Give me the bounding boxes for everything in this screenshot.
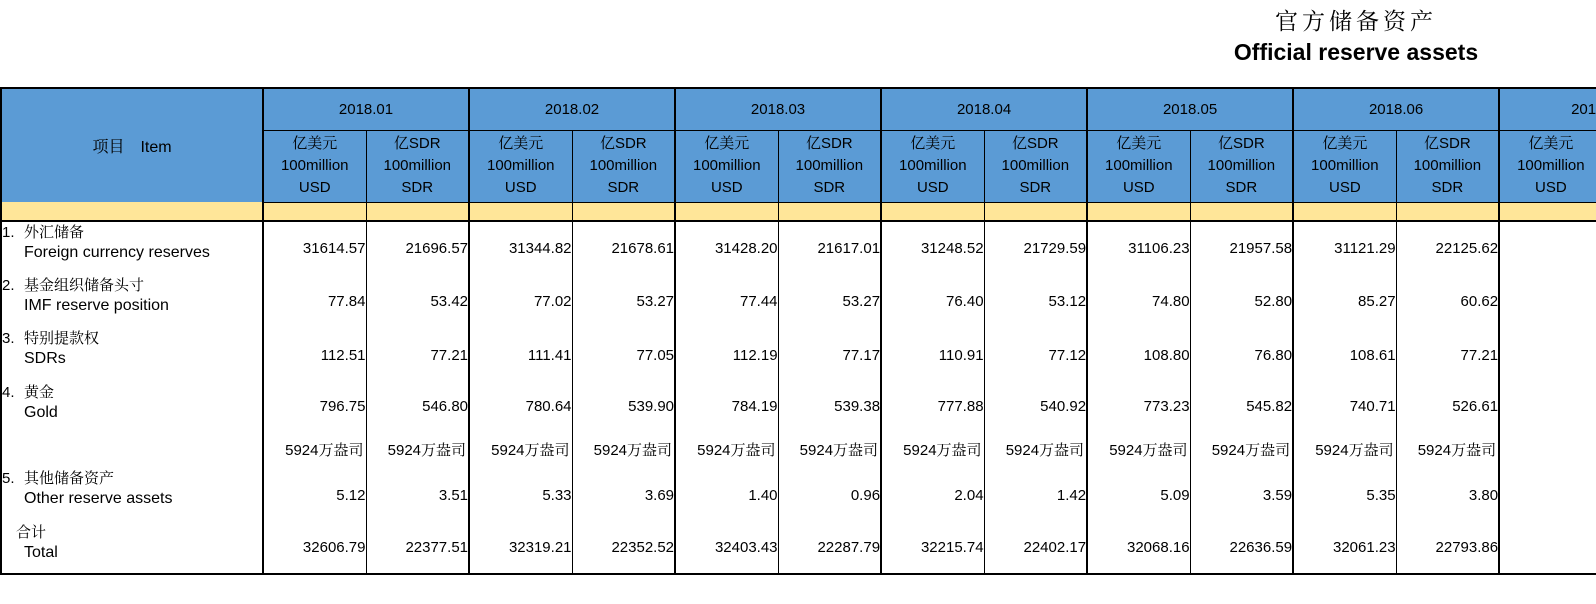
value-cell: 31121.29	[1293, 221, 1396, 275]
unit-header-sdr: 亿SDR 100million SDR	[1396, 130, 1499, 202]
item-column-header: 项目 Item	[1, 88, 263, 202]
value-cell: 22402.17	[984, 522, 1087, 574]
row-label-en: Other reserve assets	[24, 490, 173, 507]
value-cell: 85.27	[1293, 275, 1396, 328]
unit-header-usd: 亿美元 100million USD	[675, 130, 778, 202]
value-cell: 31428.20	[675, 221, 778, 275]
value-cell: 31344.82	[469, 221, 572, 275]
value-cell: 77.44	[675, 275, 778, 328]
value-cell: 110.91	[881, 328, 984, 382]
yellow-spacer-cell	[1, 202, 263, 221]
unit-header-usd: 亿美元 100million USD	[1499, 130, 1596, 202]
month-header-row	[1, 88, 1596, 130]
gold-quantity-cell: 5924万盎司	[675, 430, 778, 468]
month-header-2018-06: 2018.06	[1293, 88, 1499, 130]
value-cell: 53.27	[572, 275, 675, 328]
unit-header-sdr: 亿SDR 100million SDR	[778, 130, 881, 202]
row-number: 1.	[2, 224, 15, 241]
value-cell: 53.27	[778, 275, 881, 328]
value-cell: 5.09	[1087, 468, 1190, 522]
value-cell: 32068.16	[1087, 522, 1190, 574]
value-cell: 545.82	[1190, 382, 1293, 430]
value-cell: 32403.43	[675, 522, 778, 574]
yellow-spacer-cell	[1087, 202, 1190, 221]
value-cell: 76.80	[1190, 328, 1293, 382]
value-cell: 108.80	[1087, 328, 1190, 382]
yellow-spacer-cell	[572, 202, 675, 221]
table-row	[1, 221, 1596, 275]
row-label-en: IMF reserve position	[24, 297, 169, 314]
month-header-partial: 201	[1499, 88, 1596, 130]
yellow-spacer-cell	[984, 202, 1087, 221]
value-cell	[1499, 328, 1596, 382]
value-cell: 32215.74	[881, 522, 984, 574]
gold-quantity-cell: 5924万盎司	[778, 430, 881, 468]
value-cell: 21617.01	[778, 221, 881, 275]
value-cell: 52.80	[1190, 275, 1293, 328]
value-cell: 5.33	[469, 468, 572, 522]
value-cell: 0.96	[778, 468, 881, 522]
row-label-en: SDRs	[24, 350, 66, 367]
gold-quantity-cell: 5924万盎司	[469, 430, 572, 468]
value-cell: 21957.58	[1190, 221, 1293, 275]
row-label-zh: 特别提款权	[24, 330, 100, 347]
row-label	[1, 221, 263, 275]
value-cell: 22377.51	[366, 522, 469, 574]
value-cell: 77.02	[469, 275, 572, 328]
title-block	[1180, 6, 1532, 67]
value-cell: 526.61	[1396, 382, 1499, 430]
yellow-spacer-cell	[469, 202, 572, 221]
value-cell: 2.04	[881, 468, 984, 522]
yellow-spacer-cell	[263, 202, 366, 221]
unit-header-usd: 亿美元 100million USD	[469, 130, 572, 202]
value-cell: 784.19	[675, 382, 778, 430]
month-header-2018-05: 2018.05	[1087, 88, 1293, 130]
unit-header-sdr: 亿SDR 100million SDR	[984, 130, 1087, 202]
row-label-en: Total	[24, 544, 58, 561]
month-header-2018-03: 2018.03	[675, 88, 881, 130]
row-label	[1, 382, 263, 430]
value-cell	[1499, 522, 1596, 574]
value-cell	[1499, 468, 1596, 522]
row-label	[1, 275, 263, 328]
value-cell: 21678.61	[572, 221, 675, 275]
page-title-en: Official reserve assets	[1233, 39, 1479, 65]
value-cell: 22636.59	[1190, 522, 1293, 574]
value-cell: 21729.59	[984, 221, 1087, 275]
value-cell: 31614.57	[263, 221, 366, 275]
value-cell: 3.69	[572, 468, 675, 522]
value-cell: 108.61	[1293, 328, 1396, 382]
table-row	[1, 430, 1596, 468]
row-label	[1, 468, 263, 522]
gold-quantity-cell: 5924万盎司	[572, 430, 675, 468]
row-label-en: Foreign currency reserves	[24, 244, 210, 261]
unit-header-usd: 亿美元 100million USD	[1293, 130, 1396, 202]
value-cell: 111.41	[469, 328, 572, 382]
row-number: 2.	[2, 277, 15, 294]
value-cell: 77.21	[1396, 328, 1499, 382]
value-cell: 77.12	[984, 328, 1087, 382]
value-cell: 60.62	[1396, 275, 1499, 328]
reserve-assets-table	[0, 87, 1596, 575]
value-cell: 31106.23	[1087, 221, 1190, 275]
value-cell: 1.42	[984, 468, 1087, 522]
value-cell: 74.80	[1087, 275, 1190, 328]
row-number: 5.	[2, 470, 15, 487]
value-cell: 22793.86	[1396, 522, 1499, 574]
value-cell	[1499, 221, 1596, 275]
value-cell: 777.88	[881, 382, 984, 430]
value-cell: 77.05	[572, 328, 675, 382]
value-cell: 22287.79	[778, 522, 881, 574]
value-cell: 773.23	[1087, 382, 1190, 430]
row-number: 3.	[2, 330, 15, 347]
row-label	[1, 430, 263, 468]
value-cell: 32606.79	[263, 522, 366, 574]
value-cell: 77.17	[778, 328, 881, 382]
month-header-2018-01: 2018.01	[263, 88, 469, 130]
row-label-zh: 基金组织储备头寸	[24, 277, 145, 294]
value-cell: 3.59	[1190, 468, 1293, 522]
yellow-spacer-cell	[778, 202, 881, 221]
value-cell: 1.40	[675, 468, 778, 522]
yellow-spacer-cell	[675, 202, 778, 221]
value-cell: 22125.62	[1396, 221, 1499, 275]
row-label	[1, 328, 263, 382]
yellow-spacer-cell	[1499, 202, 1596, 221]
gold-quantity-cell: 5924万盎司	[1293, 430, 1396, 468]
value-cell	[1499, 275, 1596, 328]
value-cell: 32061.23	[1293, 522, 1396, 574]
yellow-spacer-cell	[1293, 202, 1396, 221]
table-row	[1, 275, 1596, 328]
gold-quantity-cell	[1499, 430, 1596, 468]
value-cell: 796.75	[263, 382, 366, 430]
gold-quantity-cell: 5924万盎司	[1087, 430, 1190, 468]
row-label-zh: 外汇储备	[24, 224, 85, 241]
value-cell: 76.40	[881, 275, 984, 328]
value-cell: 112.19	[675, 328, 778, 382]
row-number: 4.	[2, 384, 15, 401]
table-row	[1, 468, 1596, 522]
row-label	[1, 522, 263, 574]
unit-header-sdr: 亿SDR 100million SDR	[1190, 130, 1293, 202]
unit-header-usd: 亿美元 100million USD	[881, 130, 984, 202]
gold-quantity-cell: 5924万盎司	[263, 430, 366, 468]
row-label-zh: 合计	[16, 524, 47, 541]
yellow-spacer-cell	[881, 202, 984, 221]
month-header-2018-02: 2018.02	[469, 88, 675, 130]
value-cell: 540.92	[984, 382, 1087, 430]
value-cell: 112.51	[263, 328, 366, 382]
value-cell: 539.90	[572, 382, 675, 430]
value-cell: 780.64	[469, 382, 572, 430]
value-cell	[1499, 382, 1596, 430]
yellow-spacer-cell	[1190, 202, 1293, 221]
unit-header-usd: 亿美元 100million USD	[263, 130, 366, 202]
unit-header-sdr: 亿SDR 100million SDR	[366, 130, 469, 202]
gold-quantity-cell: 5924万盎司	[881, 430, 984, 468]
yellow-spacer-cell	[1396, 202, 1499, 221]
row-label-en: Gold	[24, 404, 58, 421]
gold-quantity-cell: 5924万盎司	[984, 430, 1087, 468]
row-label-zh: 其他储备资产	[24, 470, 115, 487]
gold-quantity-cell: 5924万盎司	[1190, 430, 1293, 468]
value-cell: 740.71	[1293, 382, 1396, 430]
yellow-spacer-cell	[366, 202, 469, 221]
unit-header-usd: 亿美元 100million USD	[1087, 130, 1190, 202]
value-cell: 546.80	[366, 382, 469, 430]
value-cell: 21696.57	[366, 221, 469, 275]
month-header-2018-04: 2018.04	[881, 88, 1087, 130]
value-cell: 3.80	[1396, 468, 1499, 522]
value-cell: 31248.52	[881, 221, 984, 275]
table-row	[1, 328, 1596, 382]
value-cell: 5.12	[263, 468, 366, 522]
table-row	[1, 522, 1596, 574]
value-cell: 3.51	[366, 468, 469, 522]
value-cell: 539.38	[778, 382, 881, 430]
yellow-spacer-row	[1, 202, 1596, 221]
table-row	[1, 382, 1596, 430]
gold-quantity-cell: 5924万盎司	[1396, 430, 1499, 468]
value-cell: 5.35	[1293, 468, 1396, 522]
gold-quantity-cell: 5924万盎司	[366, 430, 469, 468]
value-cell: 32319.21	[469, 522, 572, 574]
value-cell: 53.42	[366, 275, 469, 328]
value-cell: 77.84	[263, 275, 366, 328]
value-cell: 77.21	[366, 328, 469, 382]
value-cell: 22352.52	[572, 522, 675, 574]
value-cell: 53.12	[984, 275, 1087, 328]
unit-header-sdr: 亿SDR 100million SDR	[572, 130, 675, 202]
row-label-zh: 黄金	[24, 384, 55, 401]
page-title-zh: 官方储备资产	[1275, 9, 1437, 34]
